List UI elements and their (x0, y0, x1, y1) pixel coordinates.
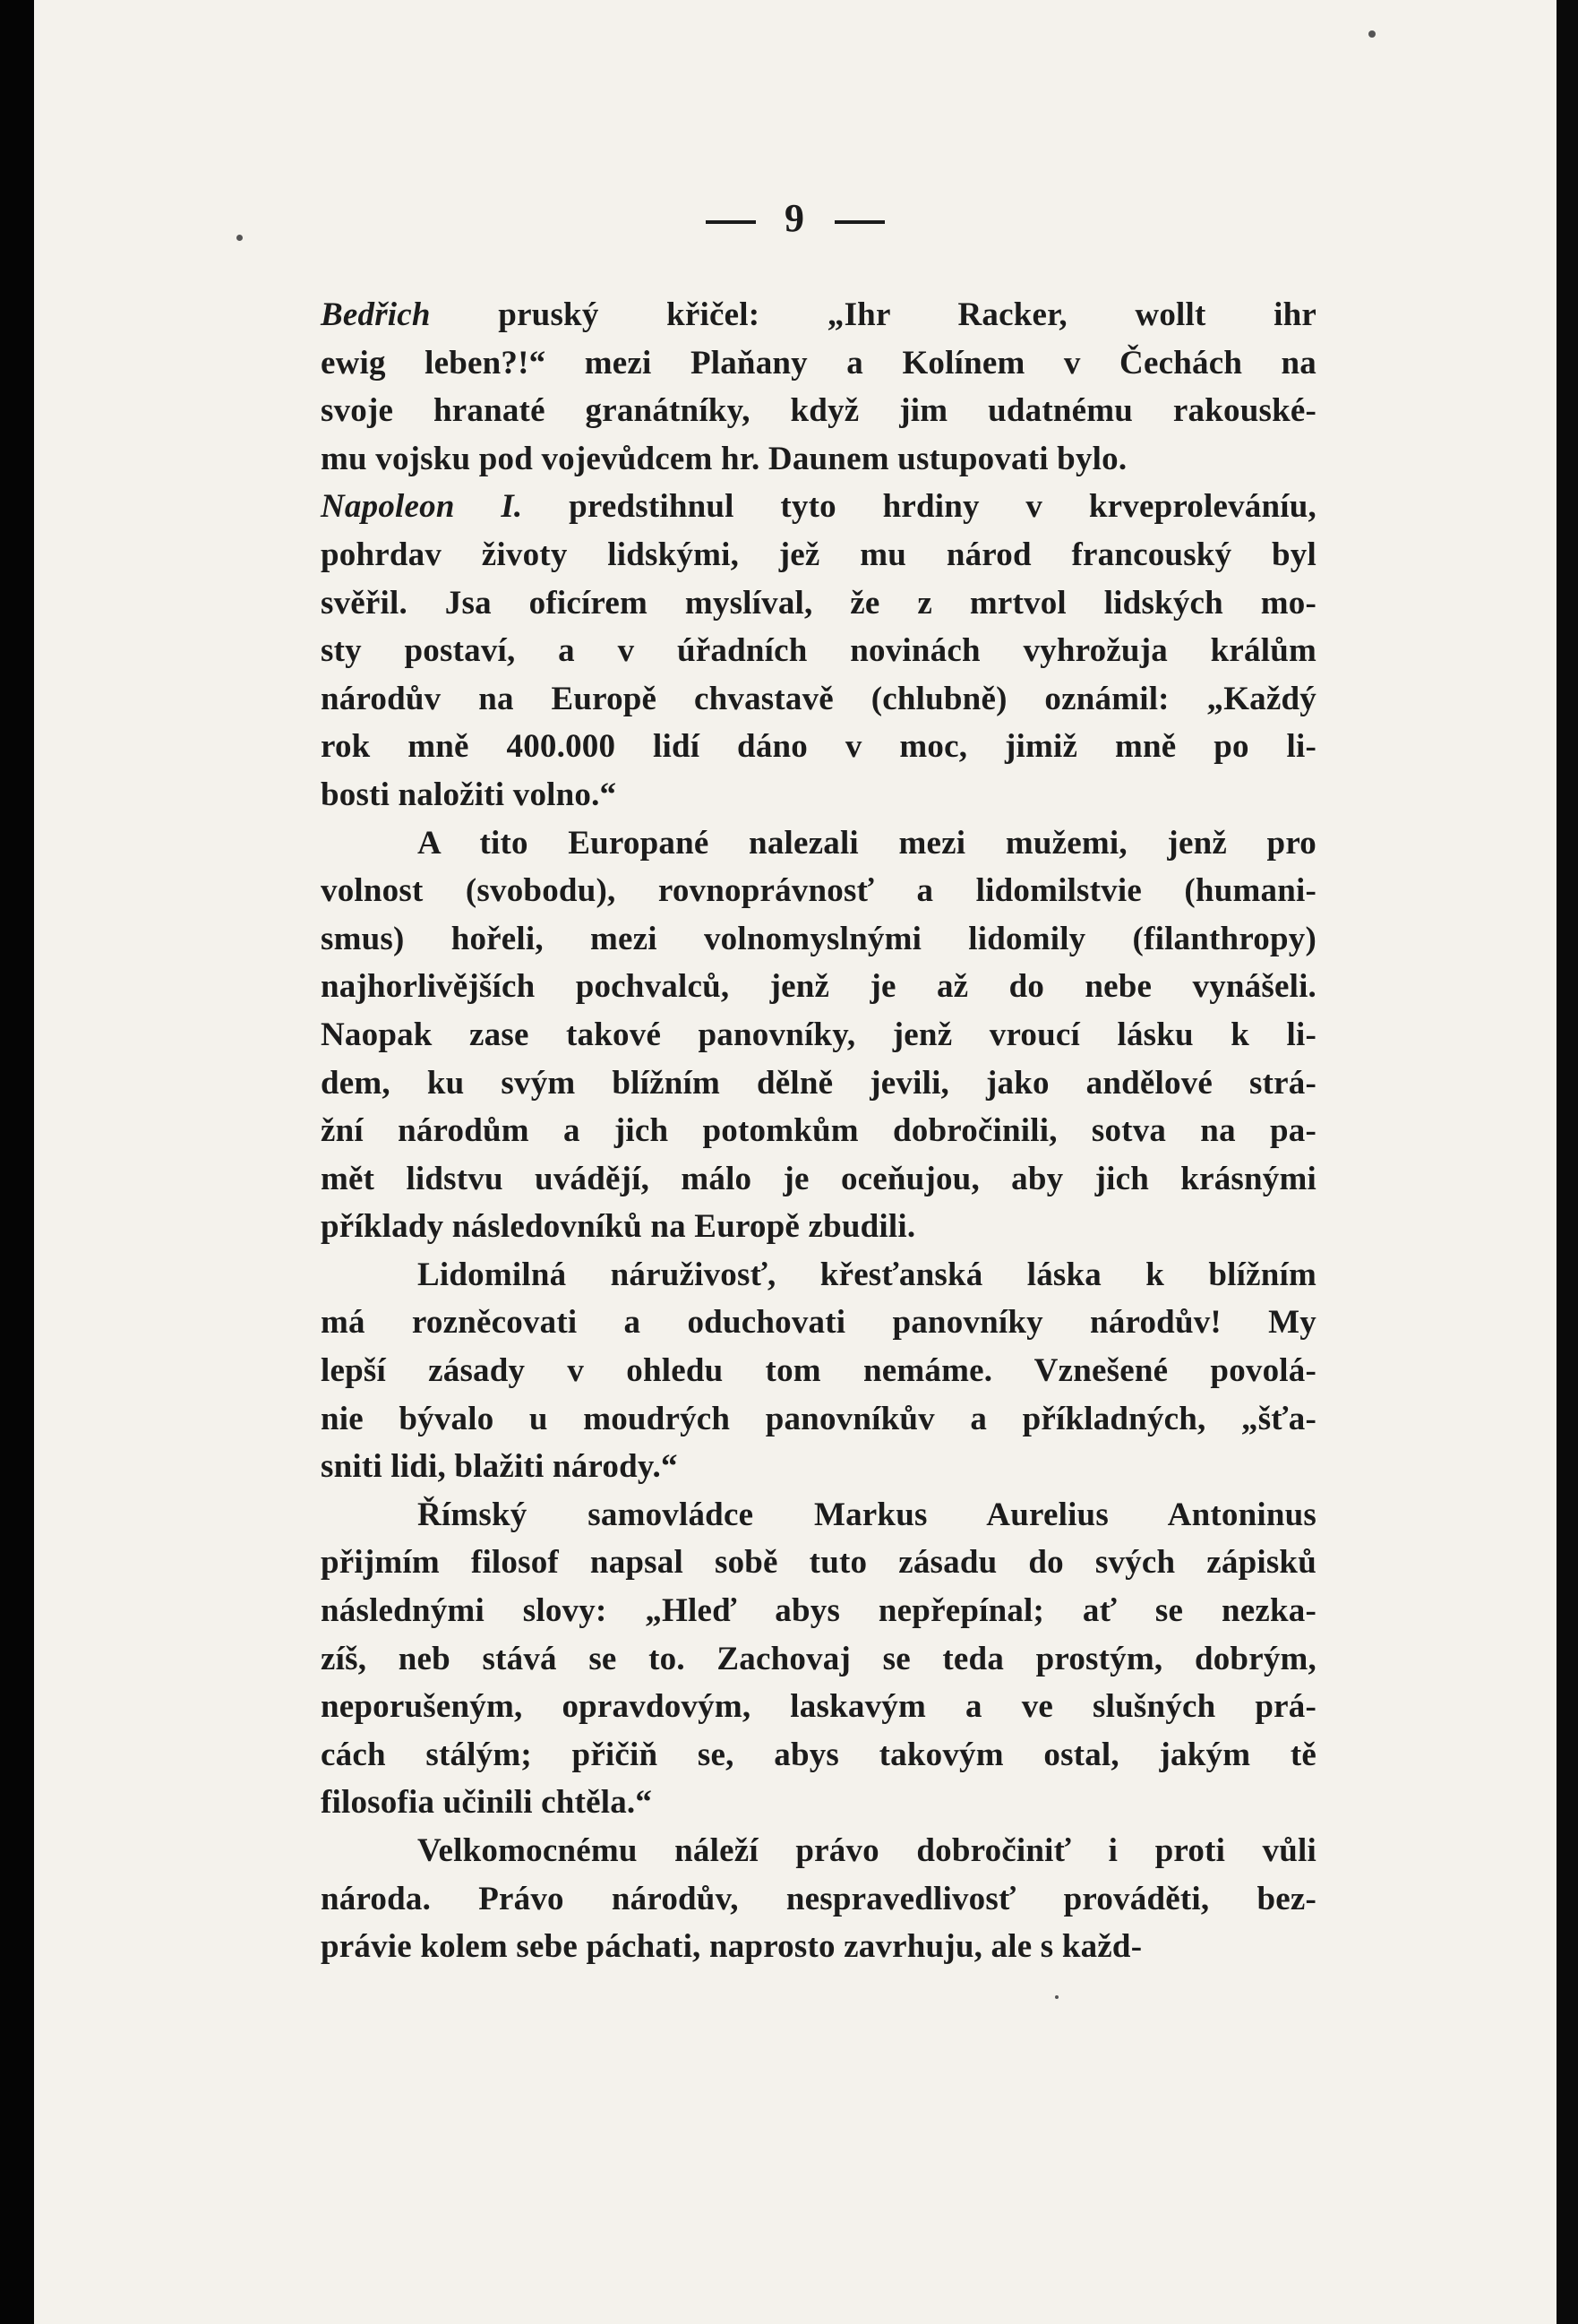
text-line: Lidomilná náruživosť, křesťanská láska k blížním (417, 1256, 1316, 1293)
text-line: svoje hranaté granátníky, když jim udatnému rakouské- (321, 392, 1316, 430)
text-line: žní národům a jich potomkům dobročinili, sotva na pa- (321, 1112, 1316, 1150)
text-line: neporušeným, opravdovým, laskavým a ve slušných prá- (321, 1688, 1316, 1726)
text-line: lepší zásady v ohledu tom nemáme. Vznešené povolá- (321, 1352, 1316, 1390)
text-line: Naopak zase takové panovníky, jenž vroucí lásku k li- (321, 1016, 1316, 1053)
dust-speck (1055, 1995, 1059, 1999)
text-line: zíš, neb stává se to. Zachovaj se teda prostým, dobrým, (321, 1640, 1316, 1677)
paragraph (321, 1491, 1316, 1827)
text-line: sniti lidi, blažiti národy.“ (321, 1448, 678, 1486)
italic-name: Napoleon I. (321, 488, 523, 526)
text-run: pruský křičel: „Ihr Racker, wollt ihr (430, 296, 1316, 333)
text-line (321, 483, 1316, 531)
page-number-right-dash (835, 220, 885, 224)
text-line: cách stálým; přičiň se, abys takovým ostal, jakým tě (321, 1736, 1316, 1773)
text-line: volnost (svobodu), rovnoprávnosť a lidomilstvie (humani- (321, 872, 1316, 910)
text-line: svěřil. Jsa oficírem myslíval, že z mrtvol lidských mo- (321, 584, 1316, 622)
text-line: rok mně 400.000 lidí dáno v moc, jimiž mně po li- (321, 728, 1316, 766)
text-line: bosti naložiti volno.“ (321, 776, 617, 813)
scan-border (0, 0, 34, 2324)
text-line: ewig leben?!“ mezi Plaňany a Kolínem v Čechách na (321, 344, 1316, 382)
text-line: národa. Právo národův, nespravedlivosť prováděti, bez- (321, 1880, 1316, 1917)
page-number-left-dash (706, 220, 756, 224)
text-line: má rozněcovati a oduchovati panovníky národův! My (321, 1304, 1316, 1342)
dust-speck (236, 235, 243, 241)
dust-speck (1368, 30, 1376, 38)
text-line: Římský samovládce Markus Aurelius Antoninus (417, 1496, 1316, 1533)
text-line: A tito Europané nalezali mezi mužemi, jenž pro (417, 824, 1316, 862)
text-line: mu vojsku pod vojevůdcem hr. Daunem ustupovati bylo. (321, 440, 1128, 477)
text-line: nie bývalo u moudrých panovníkův a příkladných, „šťa- (321, 1400, 1316, 1437)
italic-name: Bedřich (321, 296, 431, 333)
text-line: příklady následovníků na Europě zbudili. (321, 1208, 916, 1246)
paragraph (321, 1827, 1316, 1971)
text-run: predstihnul tyto hrdiny v krveproleváníu, (522, 488, 1316, 526)
paragraph (321, 819, 1316, 1251)
text-line: právie kolem sebe páchati, naprosto zavrhuju, ale s každ- (321, 1928, 1143, 1966)
text-line: následnými slovy: „Hleď abys nepřepínal; ať se nezka- (321, 1592, 1316, 1630)
page-number (34, 195, 1557, 241)
text-line: filosofia učinili chtěla.“ (321, 1784, 653, 1822)
body-text (321, 291, 1316, 1971)
text-line: pohrdav životy lidskými, jež mu národ francouský byl (321, 536, 1316, 573)
page-number-value: 9 (785, 196, 806, 240)
text-line: Velkomocnému náleží právo dobročiniť i proti vůli (417, 1832, 1316, 1869)
text-line: přijmím filosof napsal sobě tuto zásadu do svých zápisků (321, 1544, 1316, 1582)
book-page (34, 0, 1557, 2324)
text-line: smus) hořeli, mezi volnomyslnými lidomily (filanthropy) (321, 920, 1316, 957)
text-line: najhorlivějších pochvalců, jenž je až do nebe vynášeli. (321, 968, 1316, 1006)
text-line (321, 291, 1316, 339)
text-line: dem, ku svým blížním dělně jevili, jako andělové strá- (321, 1064, 1316, 1102)
text-line: mět lidstvu uvádějí, málo je oceňujou, aby jich krásnými (321, 1160, 1316, 1197)
text-line: národův na Europě chvastavě (chlubně) oznámil: „Každý (321, 680, 1316, 717)
paragraph (321, 1251, 1316, 1491)
text-line: sty postaví, a v úřadních novinách vyhrožuja králům (321, 632, 1316, 670)
paragraph (321, 291, 1316, 819)
